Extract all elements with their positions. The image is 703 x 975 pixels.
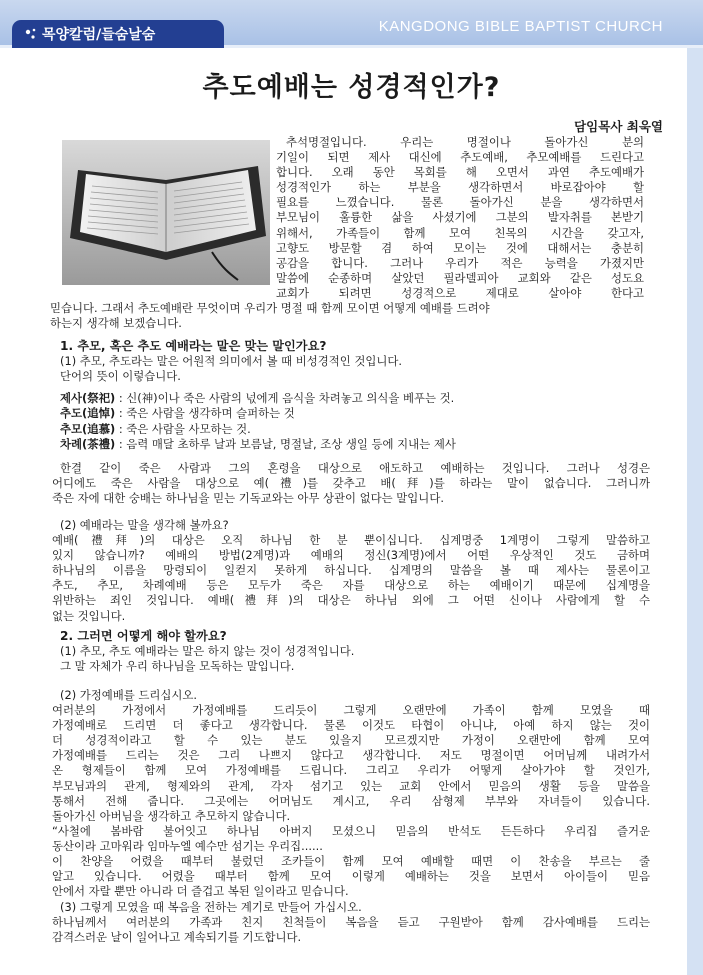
paragraph-line: 하나님께서 여러분의 가족과 친지 친척들이 복음을 듣고 구원받아 함께 감사예배를 드리는	[52, 915, 650, 930]
definitions-list	[60, 391, 650, 453]
intro-line: 위해서, 가족들이 함께 모여 친목의 시간을 갖고자,	[276, 225, 644, 240]
intro-line: 성경적인가 하는 부분을 생각하면서 바로잡아야 할	[276, 180, 644, 195]
definition-item	[60, 437, 650, 452]
paragraph-line: 가정예배를 드리는 것은 그리 나쁘지 않다고 생각합니다. 저도 명절이면 어머님께 내려가서	[52, 748, 650, 763]
paragraph-line: 위반하는 죄인 것입니다. 예배(禮拜)의 대상은 하나님 외에 그 어떤 신이나 사람에게 할 수	[52, 593, 650, 608]
paragraph-line: (2) 예배라는 말을 생각해 볼까요?	[60, 518, 229, 532]
open-bible-image	[62, 140, 270, 285]
paragraph-line: 그 말 자체가 우리 하나님을 모독하는 말입니다.	[60, 659, 295, 674]
intro-wrapped-text	[276, 135, 644, 301]
section2-paragraph	[52, 688, 650, 899]
section2-paragraph	[52, 900, 650, 945]
definition-term: 추도(追悼)	[60, 406, 116, 421]
section1-paragraph	[52, 461, 650, 506]
definition-item	[60, 422, 650, 437]
paragraph-line: 여러분의 가정에서 가정예배를 드리듯이 그렇게 오랜만에 가족이 함께 모였을 때	[52, 703, 650, 718]
intro-line: 고향도 방문할 겸 하여 모이는 것에 대해서는 충분히	[276, 240, 644, 255]
intro-line: 믿습니다. 그래서 추도예배란 무엇이며 우리가 명절 때 함께 모이면 어떻게 예배를 드려야	[50, 301, 490, 315]
section2-paragraph	[60, 644, 650, 674]
intro-line: 추석명절입니다. 우리는 명절이나 돌아가신 분의	[286, 135, 644, 149]
intro-line: 합니다. 오래 동안 목회를 해 오면서 과연 추도예배가	[276, 165, 644, 180]
paragraph-line: 어디에도 죽은 사람을 대상으로 예(禮)를 갖추고 배(拜)를 하라는 말이 없습니다. 그러니까	[52, 476, 650, 491]
definition-text: : 신(神)이나 죽은 사람의 넋에게 음식을 차려놓고 의식을 베푸는 것.	[115, 391, 455, 405]
paragraph-line: 이 찬양을 어렸을 때부터 불렀던 조카들이 함께 모여 예배할 때면 이 찬송을 부르는 줄	[52, 854, 650, 869]
side-stripe	[687, 48, 703, 975]
definition-item	[60, 391, 650, 406]
intro-line: 교회가 되려면 성경적으로 제대로 살아야 한다고	[276, 285, 644, 300]
paragraph-line: (1) 추모, 추도 예배라는 말은 하지 않는 것이 성경적입니다.	[60, 644, 355, 658]
definition-item	[60, 406, 650, 421]
section-tag-label: 목양칼럼/들숨날숨	[42, 27, 156, 43]
section2-heading: 2. 그러면 어떻게 해야 할까요?	[60, 629, 227, 643]
intro-line: 기일이 되면 제사 대신에 추도예배, 추모예배를 드린다고	[276, 150, 644, 165]
definition-text: : 죽은 사람을 사모하는 것.	[115, 421, 251, 436]
paragraph-line: 돌아가신 아버님을 생각하고 추모하지 않습니다.	[52, 808, 291, 823]
intro-line: 공감을 합니다. 그러나 우리가 적은 능력을 가졌지만	[276, 255, 644, 270]
intro-full-text	[50, 301, 650, 331]
definition-term: 제사(祭祀)	[60, 391, 116, 405]
paragraph-line: 하나님의 이름을 망령되이 일컫지 못하게 하십니다. 십계명의 말씀을 볼 때 제사는 물론이고	[52, 563, 650, 578]
paragraph-line: “사철에 봄바람 불어잇고 하나님 아버지 모셨으니 믿음의 반석도 든든하다 우리집 즐거운	[52, 823, 650, 838]
section-tag	[12, 20, 224, 48]
paragraph-line: 한결 같이 죽은 사람과 그의 혼령을 대상으로 애도하고 예배하는 것입니다. 그러나 성경은	[60, 461, 650, 475]
section1-paragraph	[60, 354, 650, 384]
definition-text: : 음력 매달 초하루 날과 보름날, 명절날, 조상 생일 등에 지내는 제사	[115, 437, 456, 452]
article-author: 담임목사 최욱열	[574, 119, 663, 134]
paragraph-line: 있지 않습니까? 예배의 방법(2계명)과 예배의 정신(3계명)에서 어떤 우상적인 것도 금하며	[52, 548, 650, 563]
article-title: 추도예배는 성경적인가?	[202, 72, 501, 103]
paragraph-line: 가정예배로 드리면 더 좋다고 생각합니다. 물론 이것도 타협이 아니냐, 아예 하지 않는 것이	[52, 718, 650, 733]
paragraph-line: 통해서 전해 줍니다. 그곳에는 어머님도 계시고, 우리 삼형제 부부와 자녀들이 있습니다.	[52, 793, 650, 808]
paragraph-line: 없는 것입니다.	[52, 608, 126, 623]
paragraph-line: 안에서 자랄 뿐만 아니라 더 즐겁고 복된 일이라고 믿습니다.	[52, 884, 349, 899]
intro-line: 말씀에 순종하며 살았던 필라델피아 교회와 같은 성도요	[276, 270, 644, 285]
paragraph-line: 온 형제들이 함께 모여 가정예배를 드립니다. 그리고 우리가 어떻게 살아가야 할 것인가,	[52, 763, 650, 778]
paragraph-line: 부모님과의 관계, 형제와의 관계, 각자 섬기고 있는 교회 안에서 믿음의 생활 등을 말씀을	[52, 778, 650, 793]
intro-line: 필요를 느꼈습니다. 물론 돌아가신 분을 생각하면서	[276, 195, 644, 210]
paragraph-line: 동산이라 고마워라 임마누엘 예수만 섬기는 우리집......	[52, 838, 323, 853]
definition-term: 추모(追慕)	[60, 421, 116, 436]
section1-paragraph	[52, 518, 650, 624]
definition-text: : 죽은 사람을 생각하며 슬퍼하는 것	[115, 406, 295, 421]
paragraph-line: (2) 가정예배를 드리십시오.	[60, 688, 198, 702]
sparkle-icon	[24, 27, 38, 41]
paragraph-line: 알고 있습니다. 어렸을 때부터 함께 모여 이렇게 예배하는 것을 보면서 아이들이 믿음	[52, 869, 650, 884]
paragraph-line: 추도, 추모, 차례예배 등은 모두가 죽은 자를 대상으로 하는 예배이기 때문에 십계명을	[52, 578, 650, 593]
church-name: KANGDONG BIBLE BAPTIST CHURCH	[378, 18, 663, 35]
paragraph-line: 더 성경적이라고 할 수 있는 분도 있을지 모르겠지만 가정이 오랜만에 함께 모여	[52, 733, 650, 748]
section1-heading: 1. 추모, 혹은 추도 예배라는 말은 맞는 말인가요?	[60, 339, 327, 353]
paragraph-line: 죽은 자에 대한 숭배는 하나님을 믿는 기독교와는 아무 상관이 없다는 말입니다.	[52, 491, 444, 506]
paragraph-line: 단어의 뜻이 이렇습니다.	[60, 369, 181, 384]
paragraph-line: 예배(禮拜)의 대상은 오직 하나님 한 분 뿐이십니다. 십계명중 1계명이 그렇게 말씀하고	[52, 533, 650, 548]
intro-line: 하는지 생각해 보겠습니다.	[50, 316, 182, 331]
paragraph-line: (1) 추모, 추도라는 말은 어원적 의미에서 볼 때 비성경적인 것입니다.	[60, 354, 403, 368]
definition-term: 차례(茶禮)	[60, 437, 116, 452]
paragraph-line: (3) 그렇게 모였을 때 복음을 전하는 계기로 만들어 가십시오.	[60, 900, 362, 914]
paragraph-line: 감격스러운 날이 일어나고 계속되기를 기도합니다.	[52, 930, 302, 945]
intro-line: 부모님이 훌륭한 삶을 사셨기에 그분의 발자취를 본받기	[276, 210, 644, 225]
